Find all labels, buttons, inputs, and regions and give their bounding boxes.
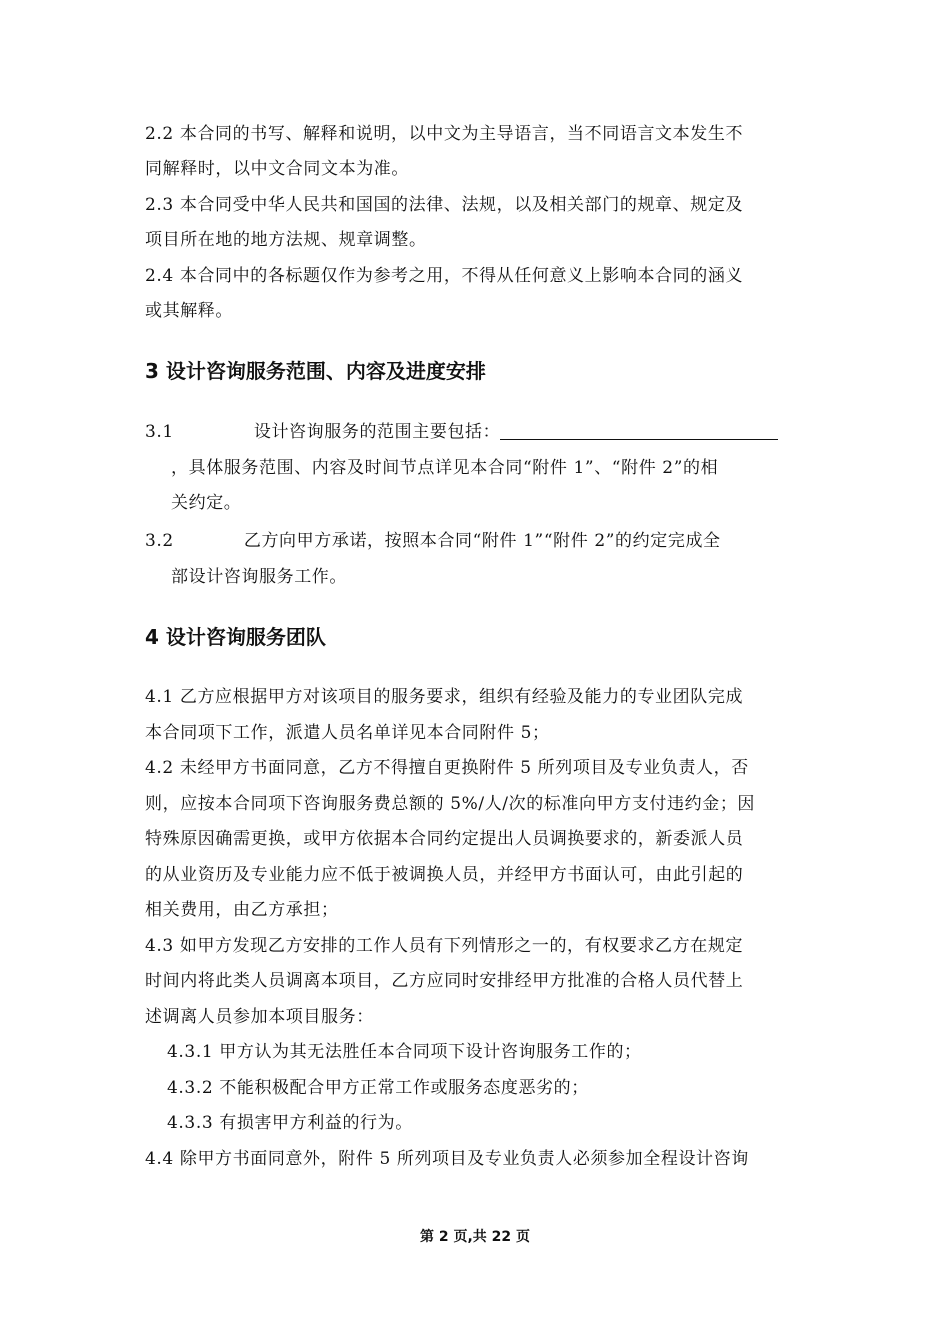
- clause-3-2-number: 3.2: [145, 531, 174, 551]
- section-4-heading: 4 设计咨询服务团队: [145, 625, 326, 649]
- clause-4-3-1: 4.3.1 甲方认为其无法胜任本合同项下设计咨询服务工作的；: [167, 1042, 642, 1062]
- clause-4-3-line-2: 时间内将此类人员调离本项目，乙方应同时安排经甲方批准的合格人员代替上: [145, 971, 744, 991]
- clause-4-2-line-4: 的从业资历及专业能力应不低于被调换人员，并经甲方书面认可，由此引起的: [145, 865, 744, 885]
- clause-3-1-text: 设计咨询服务的范围主要包括：: [253, 422, 501, 442]
- clause-4-3-3: 4.3.3 有损害甲方利益的行为。: [167, 1113, 413, 1133]
- clause-3-1-line-3: 关约定。: [171, 493, 242, 513]
- clause-3-1-line-2: ，具体服务范围、内容及时间节点详见本合同“附件 1”、“附件 2”的相: [171, 458, 719, 478]
- clause-3-2-line-2: 部设计咨询服务工作。: [171, 567, 347, 587]
- clause-3-1-line-1: [145, 421, 778, 443]
- clause-3-2-line-1: [145, 530, 721, 552]
- clause-2-2-line-2: 同解释时，以中文合同文本为准。: [145, 159, 409, 179]
- clause-4-1-line-2: 本合同项下工作，派遣人员名单详见本合同附件 5；: [145, 723, 550, 743]
- clause-3-2-text: 乙方向甲方承诺，按照本合同“附件 1”“附件 2”的约定完成全: [243, 531, 721, 551]
- clause-4-2-line-3: 特殊原因确需更换，或甲方依据本合同约定提出人员调换要求的，新委派人员: [145, 829, 744, 849]
- clause-4-3-2: 4.3.2 不能积极配合甲方正常工作或服务态度恶劣的；: [167, 1078, 589, 1098]
- clause-4-2-line-2: 则，应按本合同项下咨询服务费总额的 5%/人/次的标准向甲方支付违约金；因: [145, 794, 756, 814]
- clause-4-3-line-1: 4.3 如甲方发现乙方安排的工作人员有下列情形之一的，有权要求乙方在规定: [145, 936, 744, 956]
- clause-2-4-line-1: 2.4 本合同中的各标题仅作为参考之用，不得从任何意义上影响本合同的涵义: [145, 266, 744, 286]
- clause-4-2-line-1: 4.2 未经甲方书面同意，乙方不得擅自更换附件 5 所列项目及专业负责人，否: [145, 758, 749, 778]
- clause-2-2-line-1: 2.2 本合同的书写、解释和说明，以中文为主导语言，当不同语言文本发生不: [145, 124, 744, 144]
- clause-4-3-line-3: 述调离人员参加本项目服务：: [145, 1007, 374, 1027]
- page-number-footer: 第 2 页,共 22 页: [419, 1229, 531, 1245]
- clause-2-3-line-1: 2.3 本合同受中华人民共和国国的法律、法规，以及相关部门的规章、规定及: [145, 195, 744, 215]
- clause-2-4-line-2: 或其解释。: [145, 301, 233, 321]
- section-3-heading: 3 设计咨询服务范围、内容及进度安排: [145, 359, 486, 383]
- clause-4-2-line-5: 相关费用，由乙方承担；: [145, 900, 339, 920]
- clause-4-4-line-1: 4.4 除甲方书面同意外，附件 5 所列项目及专业负责人必须参加全程设计咨询: [145, 1149, 749, 1169]
- scope-fill-in-blank: [500, 421, 778, 440]
- clause-4-1-line-1: 4.1 乙方应根据甲方对该项目的服务要求，组织有经验及能力的专业团队完成: [145, 687, 744, 707]
- clause-2-3-line-2: 项目所在地的地方法规、规章调整。: [145, 230, 427, 250]
- clause-3-1-number: 3.1: [145, 422, 174, 442]
